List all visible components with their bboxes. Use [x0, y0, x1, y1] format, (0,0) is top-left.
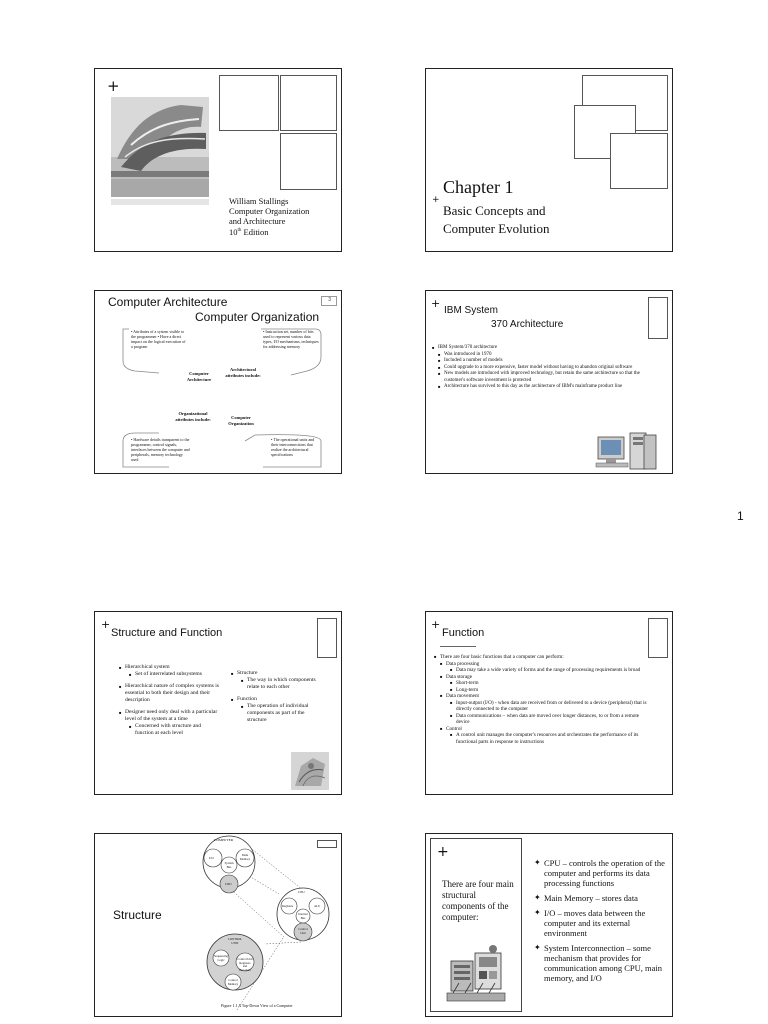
left-panel	[430, 838, 522, 1012]
left-column	[119, 664, 219, 737]
sub-item: ■ Data may take a wide variety of forms and the range of processing requirements is broad	[450, 667, 652, 674]
intro-text: There are four main structural components of the computer:	[442, 879, 514, 922]
label-internal-bus: Internal Bus	[298, 912, 308, 920]
label-io: I/O	[209, 856, 214, 860]
title-architecture: Computer Architecture	[108, 295, 228, 309]
page-number: 1	[737, 509, 744, 523]
plus-mark: +	[431, 297, 441, 310]
list-item: ■ Structure ■ The way in which components relate to each other	[231, 670, 321, 691]
slide-3	[94, 290, 342, 474]
plus-mark: +	[432, 195, 440, 205]
architecture-list	[432, 345, 650, 391]
list-item: ✦ I/O – moves data between the computer and its external environment	[534, 908, 646, 938]
frame-box	[280, 75, 337, 131]
plus-mark: +	[431, 618, 441, 631]
component-list	[534, 858, 666, 988]
label-cu-title: CONTROL UNIT	[227, 937, 243, 945]
label-alu: ALU	[314, 904, 321, 908]
list-item: ■ Designer need only deal with a particular level of the system at a time ■ Concerned with structure and function at each level	[119, 709, 219, 737]
slide-title: Function	[442, 627, 485, 639]
label-registers: Registers	[282, 904, 294, 908]
title-organization: Computer Organization	[195, 310, 320, 324]
star-bullet-icon: ✦	[534, 893, 541, 902]
function-list	[434, 654, 652, 745]
title-ibm-system: IBM System	[444, 305, 498, 316]
computer-clipart	[594, 431, 660, 473]
group-head: ■ Data processing ■ Data may take a wide variety of forms and the range of processing requirements is broad	[440, 661, 652, 674]
architecture-attributes: • Instruction set, number of bits used to represent various data types, I/O mechanisms, techniques for addressing memory	[263, 329, 319, 349]
reflection-strip	[111, 199, 209, 205]
slide-7	[94, 833, 342, 1017]
label-sequencing-logic: Sequencing Logic	[214, 954, 228, 962]
organization-definition: • The operational units and their interconnections that realize the architectural specifications	[271, 437, 315, 457]
list-item: ■ Could upgrade to a more expensive, faster model without having to abandon original software	[438, 365, 650, 372]
slide-4	[425, 290, 673, 474]
sub-item: ■ Short-term	[450, 680, 652, 687]
author-line: William Stallings	[229, 196, 289, 206]
list-item: ✦ Main Memory – stores data	[534, 893, 638, 903]
chapter-subtitle: Basic Concepts and Computer Evolution	[443, 203, 550, 236]
label-control-memory: Control Memory	[227, 978, 239, 986]
organization-attributes: • Hardware details transparent to the programmer, control signals, interfaces between the computer and peripherals, memory technology used	[131, 437, 190, 462]
slide-1	[94, 68, 342, 252]
list-item: ■ Included a number of models	[438, 358, 650, 365]
frame-box	[648, 297, 668, 339]
plus-mark: +	[107, 77, 120, 95]
slide-5	[94, 611, 342, 795]
group-head: ■ Data movement ■ Input-output (I/O) - when data are received from or delivered to a device (peripheral) that is directly connected to the computer ■ Data communications – when data are moved over longer distances, to or from a remote device	[440, 693, 652, 726]
label-computer-architecture: Computer Architecture	[186, 371, 212, 382]
frame-box	[610, 133, 668, 189]
frame-box	[219, 75, 279, 131]
sub-item: ■ The operation of individual components as part of the structure	[241, 703, 321, 724]
top-down-diagram	[95, 834, 342, 1017]
slide-title: Structure and Function	[111, 627, 223, 639]
sub-item: ■ Data communications – when data are moved over longer distances, to or from a remote device	[450, 713, 652, 726]
slide-6	[425, 611, 673, 795]
star-bullet-icon: ✦	[534, 943, 541, 952]
label-cpu: CPU	[298, 890, 305, 894]
wiring-photo	[291, 752, 329, 790]
label-computer: COMPUTER	[214, 838, 234, 842]
chapter-title: Chapter 1	[443, 177, 514, 197]
frame-box	[648, 618, 668, 658]
sub-item: ■ Concerned with structure and function at each level	[129, 723, 219, 737]
list-item: ■ Hierarchical nature of complex systems is essential to both their design and their description	[119, 683, 219, 704]
label-cu-registers: Control Unit Registers and Decoders	[237, 957, 253, 972]
sub-item: ■ A control unit manages the computer's resources and orchestrates the performance of its functional parts in response to instructions	[450, 732, 652, 745]
list-item: ✦ CPU – controls the operation of the computer and performs its data processing functions	[534, 858, 665, 888]
label-organizational-attributes: Organizational attributes include:	[175, 411, 211, 422]
star-bullet-icon: ✦	[534, 908, 541, 917]
slide-8	[425, 833, 673, 1017]
label-control-unit: Control Unit	[298, 927, 308, 935]
sub-item: ■ The way in which components relate to each other	[241, 677, 321, 691]
group-head: ■ Control ■ A control unit manages the computer's resources and orchestrates the performance of its functional parts in response to instructions	[440, 726, 652, 746]
label-architectural-attributes: Architectural attributes include:	[225, 367, 261, 378]
right-column	[231, 670, 321, 724]
sub-item: ■ Input-output (I/O) - when data are received from or delivered to a device (peripheral) that is directly connected to the computer	[450, 700, 652, 713]
slide-title: Structure	[113, 908, 162, 922]
group-head: ■ Data storage ■ Short-term ■ Long-term	[440, 674, 652, 694]
list-item: ■ New models are introduced with improved technology, but retain the same architecture so that the customer's software investment is protected	[438, 371, 650, 384]
tools-clipart	[445, 943, 509, 1005]
sub-item: ■ Set of interrelated subsystems	[129, 671, 219, 678]
slide-number: 3	[328, 297, 331, 303]
list-item: ■ Hierarchical system ■ Set of interrelated subsystems	[119, 664, 219, 678]
list-intro: ■ There are four basic functions that a computer can perform:	[434, 654, 652, 661]
title-370-architecture: 370 Architecture	[491, 319, 564, 330]
label-main-memory: Main Memory	[239, 853, 251, 861]
title-line: Computer Organization	[229, 206, 310, 216]
architecture-definition: • Attributes of a system visible to the programmer • Have a direct impact on the logical execution of a program	[131, 329, 186, 349]
sub-item: ■ Long-term	[450, 687, 652, 694]
figure-caption: Figure 1.1 A Top-Down View of a Computer	[221, 1003, 293, 1008]
title-underline	[440, 646, 476, 647]
label-system-bus: System Bus	[224, 861, 234, 869]
edition-line: 10th Edition	[229, 226, 269, 237]
book-info	[229, 196, 309, 237]
frame-box	[280, 133, 337, 190]
list-head: ■ IBM System/370 architecture	[432, 345, 650, 352]
list-item: ■ Was introduced in 1970	[438, 352, 650, 359]
title-line: and Architecture	[229, 216, 286, 226]
frame-box	[317, 618, 337, 658]
slide-2	[425, 68, 673, 252]
plus-mark: +	[437, 844, 449, 860]
star-bullet-icon: ✦	[534, 858, 541, 867]
list-item: ■ Architecture has survived to this day as the architecture of IBM's mainframe product line	[438, 384, 650, 391]
plus-mark: +	[101, 618, 111, 631]
list-item: ✦ System Interconnection – some mechanism that provides for communication among CPU, main memory, and I/O	[534, 943, 663, 983]
label-computer-organization: Computer Organization	[228, 415, 254, 426]
list-item: ■ Function ■ The operation of individual components as part of the structure	[231, 696, 321, 724]
label-cpu-small: CPU	[225, 882, 232, 886]
building-photo	[111, 97, 209, 197]
